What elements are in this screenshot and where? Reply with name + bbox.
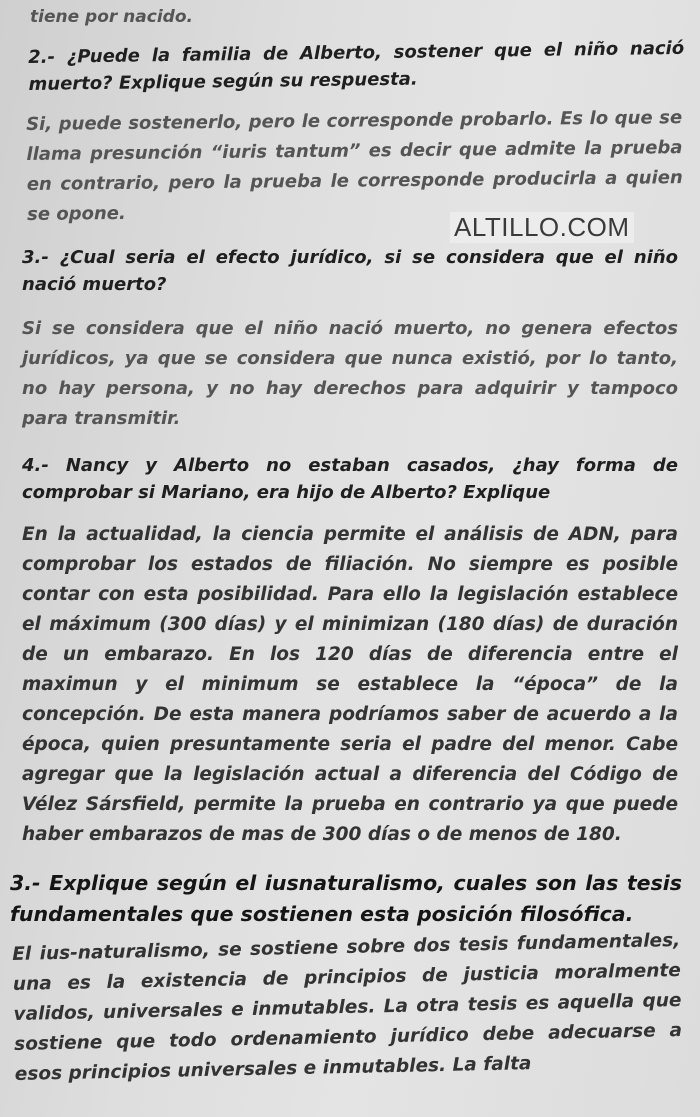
answer-2: Si, puede sostenerlo, pero le corresponde probarlo. Es lo que se llama presunción “iuris tantum” es decir que admite la prueba en contrario, pero la prueba le corresponde producirla a quien se opone. bbox=[26, 107, 683, 225]
question-2: 2.- ¿Puede la familia de Alberto, sostener que el niño nació muerto? Explique según su respuesta. bbox=[28, 37, 685, 95]
answer-4: En la actualidad, la ciencia permite el análisis de ADN, para comprobar los estados de filiación. No siempre es posible contar con esta posibilidad. Para ello la legislación establece el máximum (300 días) y el minimizan (180 días) de duración de un embarazo. En los 120 días de diferencia entre el maximun y el minimum se establece la “época” de la concepción. De esta manera podríamos saber de acuerdo a la época, quien presuntamente seria el padre del menor. Cabe agregar que la legislación actual a diferencia del Código de Vélez Sársfield, permite la prueba en contrario ya que puede haber embarazos de mas de 300 días o de menos de 180. bbox=[22, 524, 678, 845]
answer-5: El ius-naturalismo, se sostiene sobre dos tesis fundamentales, una es la existencia de principios de justicia moralmente validos, universales e inmutables. La otra tesis es aquella que sostiene que todo ordenamiento jurídico debe adecuarse a esos principios universales e inmutables. La falta bbox=[12, 930, 683, 1085]
answer-3: Si se considera que el niño nació muerto, no genera efectos jurídicos, ya que se considera que nunca existió, por lo tanto, no hay persona, y no hay derechos para adquirir y tampoco para transmitir. bbox=[22, 318, 678, 429]
question-4: 4.- Nancy y Alberto no estaban casados, ¿hay forma de comprobar si Mariano, era hijo de Alberto? Explique bbox=[22, 455, 678, 503]
question-5: 3.- Explique según el iusnaturalismo, cuales son las tesis fundamentales que sostienen esta posición filosófica. bbox=[10, 871, 682, 926]
fragment-top: tiene por nacido. bbox=[30, 7, 193, 27]
question-3: 3.- ¿Cual seria el efecto jurídico, si se considera que el niño nació muerto? bbox=[22, 247, 678, 295]
watermark: ALTILLO.COM bbox=[450, 212, 634, 243]
